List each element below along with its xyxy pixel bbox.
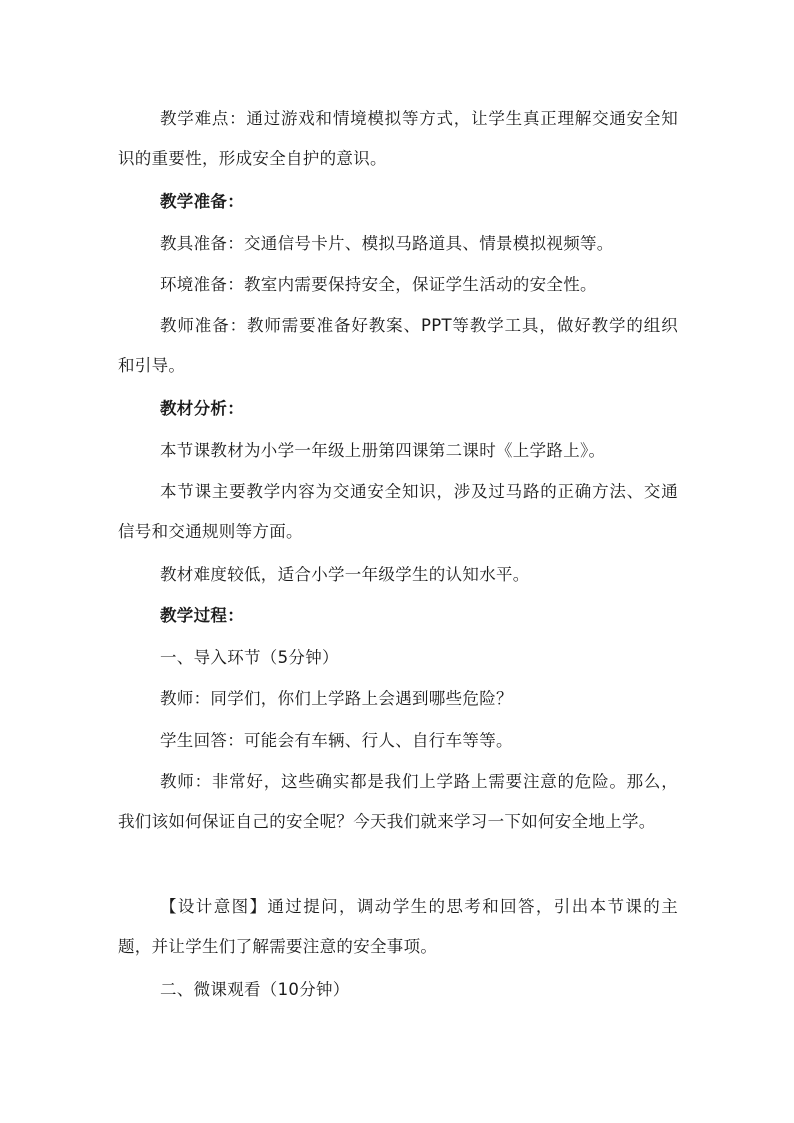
paragraph-teaching-difficulty: 教学难点：通过游戏和情境模拟等方式，让学生真正理解交通安全知识的重要性，形成安全自护的意识。 (118, 109, 678, 168)
dialogue-teacher-response: 教师：非常好，这些确实都是我们上学路上需要注意的危险。那么，我们该如何保证自己的安全呢？今天我们就来学习一下如何安全地上学。 (118, 772, 678, 831)
paragraph-teaching-aids: 教具准备：交通信号卡片、模拟马路道具、情景模拟视频等。 (160, 234, 614, 253)
dialogue-student-answer: 学生回答：可能会有车辆、行人、自行车等等。 (160, 731, 513, 750)
paragraph-main-content: 本节课主要教学内容为交通安全知识，涉及过马路的正确方法、交通信号和交通规则等方面。 (118, 482, 678, 541)
heading-teaching-preparation: 教学准备： (160, 192, 244, 211)
heading-teaching-process: 教学过程： (160, 606, 244, 625)
dialogue-teacher-question: 教师：同学们，你们上学路上会遇到哪些危险？ (160, 689, 513, 708)
paragraph-material-source: 本节课教材为小学一年级上册第四课第二课时《上学路上》。 (160, 441, 606, 460)
paragraph-difficulty-level: 教材难度较低，适合小学一年级学生的认知水平。 (160, 565, 530, 584)
paragraph-design-intent: 【设计意图】通过提问，调动学生的思考和回答，引出本节课的主题，并让学生们了解需要注意的安全事项。 (118, 897, 678, 956)
section-micro-lesson-title: 二、微课观看（10分钟） (160, 980, 350, 999)
section-intro-title: 一、导入环节（5分钟） (160, 648, 339, 667)
heading-material-analysis: 教材分析： (160, 399, 244, 418)
paragraph-environment-prep: 环境准备：教室内需要保持安全，保证学生活动的安全性。 (160, 275, 597, 294)
paragraph-teacher-prep: 教师准备：教师需要准备好教案、PPT等教学工具，做好教学的组织和引导。 (118, 316, 678, 375)
